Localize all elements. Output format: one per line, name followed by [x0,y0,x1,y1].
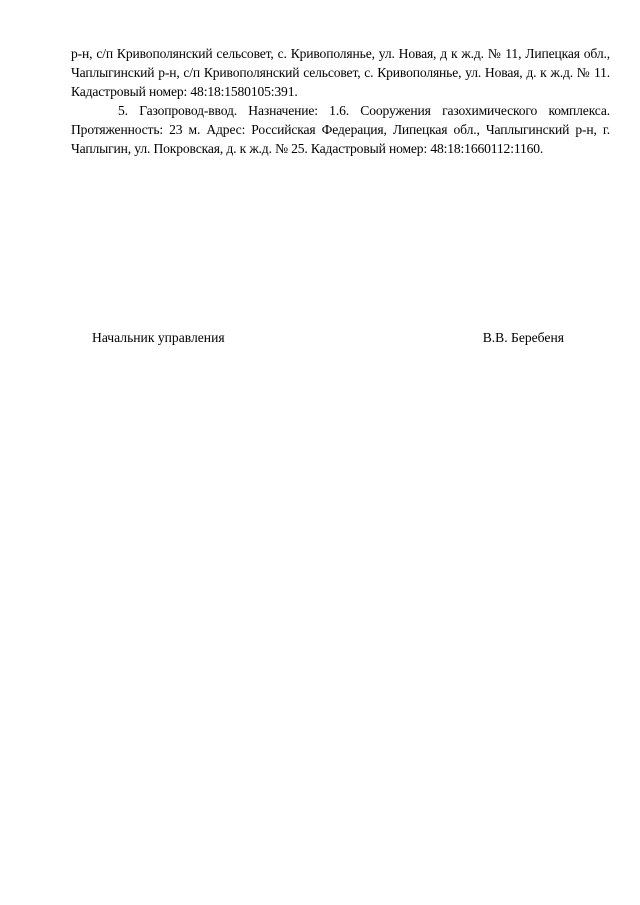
paragraph-item-5-gas-pipeline: 5. Газопровод-ввод. Назначение: 1.6. Сооружения газохимического комплекса. Протяженность: 23 м. Адрес: Российская Федерация, Липецкая обл., Чаплыгинский р-н, г. Чаплыгин, ул. Покровская, д. к ж.д. № 25. Кадастровый номер: 48:18:1660112:1160. [71,103,610,156]
signature-block [92,328,564,348]
paragraph-address-continuation: р-н, с/п Кривополянский сельсовет, с. Кривополянье, ул. Новая, д к ж.д. № 11, Липецкая обл., Чаплыгинский р-н, с/п Кривополянский сельсовет, с. Кривополянье, ул. Новая, д. к ж.д. № 11. Кадастровый номер: 48:18:1580105:391. [71,46,610,99]
signatory-title: Начальник управления [92,330,225,345]
document-body [71,44,610,158]
signatory-name: В.В. Беребеня [482,330,564,345]
